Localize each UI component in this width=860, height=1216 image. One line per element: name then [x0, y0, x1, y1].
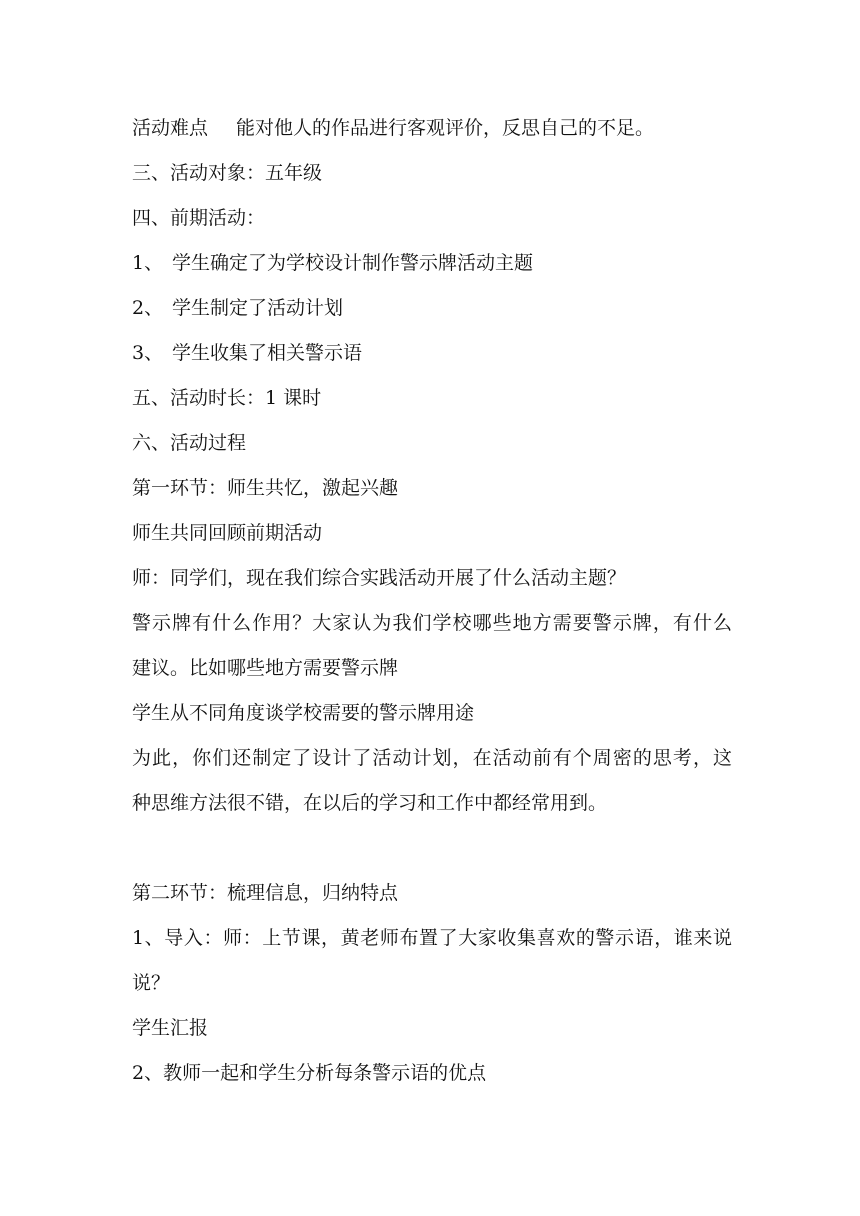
item-text: 学生制定了活动计划: [172, 297, 344, 319]
process-heading: 六、活动过程: [132, 432, 247, 454]
item-text: 学生收集了相关警示语: [172, 342, 363, 364]
teacher-question-line: 师：同学们，现在我们综合实践活动开展了什么活动主题？: [132, 567, 627, 589]
duration-line: 五、活动时长：1 课时: [132, 387, 322, 409]
students-talk-line: 学生从不同角度谈学校需要的警示牌用途: [132, 702, 475, 724]
analyze-line: 2、教师一起和学生分析每条警示语的优点: [132, 1062, 487, 1084]
item-text: 学生确定了为学校设计制作警示牌活动主题: [172, 252, 534, 274]
activity-difficulty-line: [132, 116, 654, 140]
report-line: 学生汇报: [132, 1017, 209, 1039]
item-number: 1、: [132, 252, 164, 274]
difficulty-text: 能对他人的作品进行客观评价，反思自己的不足。: [236, 117, 655, 139]
sign-question-line-1: 警示牌有什么作用？大家认为我们学校哪些地方需要警示牌，有什么: [132, 612, 732, 634]
item-number: 3、: [132, 342, 164, 364]
pre-activity-heading: 四、前期活动：: [132, 207, 266, 229]
section-2-heading: 第二环节：梳理信息，归纳特点: [132, 882, 399, 904]
difficulty-label: 活动难点: [132, 117, 209, 139]
intro-line-2: 说？: [132, 972, 171, 994]
sign-question-line-2: 建议。比如哪些地方需要警示牌: [132, 657, 399, 679]
intro-line-1: 1、导入：师：上节课，黄老师布置了大家收集喜欢的警示语，谁来说: [132, 927, 732, 949]
plan-line-1: 为此，你们还制定了设计了活动计划，在活动前有个周密的思考，这: [132, 747, 732, 769]
activity-target-line: 三、活动对象：五年级: [132, 162, 323, 184]
pre-activity-item-2: [132, 296, 343, 320]
pre-activity-item-3: [132, 341, 362, 365]
section-1-heading: 第一环节：师生共忆，激起兴趣: [132, 477, 399, 499]
review-line: 师生共同回顾前期活动: [132, 522, 323, 544]
pre-activity-item-1: [132, 251, 533, 275]
item-number: 2、: [132, 297, 164, 319]
plan-line-2: 种思维方法很不错，在以后的学习和工作中都经常用到。: [132, 792, 608, 814]
